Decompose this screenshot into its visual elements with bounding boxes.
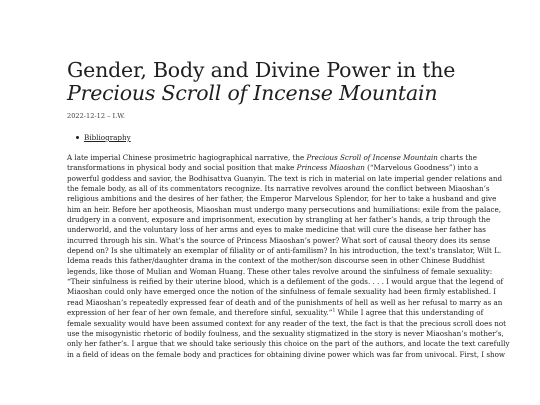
body-text: expression of her fear of her own female, and therefore sinful, sexuality.”	[67, 308, 333, 318]
body-text: powerful goddess and savior, the Bodhisattva Guanyin. The text is rich in material on late imperial gender relations and	[67, 173, 503, 183]
body-line	[67, 236, 509, 246]
body-line	[67, 308, 509, 318]
body-line	[67, 215, 509, 225]
body-text: him an heir. Before her apotheosis, Miaoshan must undergo many persecutions and humiliations: exile from the palace,	[67, 204, 502, 214]
toc-item	[67, 133, 131, 142]
body-text: underworld, and the voluntary loss of her arms and eyes to make medicine that will cure the disease her father has	[67, 225, 486, 235]
body-text: (“Marvelous Goodness”) into a	[364, 163, 479, 173]
body-text: religious ambitions and the desires of her father, the Emperor Marvelous Splendor, for her to take a husband and give	[67, 194, 497, 204]
body-italic-text: Princess Miaoshan	[296, 163, 365, 173]
article-meta: 2022-12-12 – I.W.	[67, 112, 125, 120]
body-text: the female body, as all of its commentators recognize. Its narrative revolves around the conflict between Miaoshan’s	[67, 184, 490, 194]
body-text: charts the	[437, 153, 477, 162]
body-line	[67, 256, 509, 266]
body-line	[67, 153, 509, 163]
body-line	[67, 339, 509, 349]
body-text: only her father’s. I argue that we should take seriously this choice on the part of the authors, and locate the text carefully	[67, 339, 510, 349]
body-line	[67, 298, 509, 308]
body-line	[67, 194, 509, 204]
body-text: A late imperial Chinese prosimetric hagiographical narrative, the	[67, 153, 307, 162]
body-line	[67, 163, 509, 173]
title-text: Gender, Body and Divine Power in the	[67, 58, 456, 82]
body-text: legends, like those of Mulian and Woman Huang. These other tales revolve around the sinfulness of female sexuality:	[67, 266, 493, 276]
article-body	[67, 153, 509, 360]
body-line	[67, 267, 509, 277]
bullet-icon	[76, 136, 79, 139]
body-line	[67, 184, 509, 194]
footnote-ref[interactable]: 1	[332, 308, 336, 314]
body-text: Idema reads this father/daughter drama in the context of the mother/son discourse seen in other Chinese Buddhist	[67, 256, 485, 266]
toc-link-bibliography[interactable]: Bibliography	[84, 133, 131, 142]
article-title	[67, 59, 507, 105]
body-text: “Their sinfulness is reified by their uterine blood, which is a defilement of the gods. . . . I would argue that the legend of	[67, 277, 504, 287]
body-line	[67, 174, 509, 184]
title-italic-text: Precious Scroll of Incense Mountain	[67, 81, 438, 105]
body-text: depend on? Is she ultimately an exemplar of filiality or of anti-familism? In his introduction, the text’s translator, Wilt L.	[67, 246, 502, 256]
body-text: incurred through his sin. What’s the source of Princess Miaoshan’s power? What sort of causal theory does its sense	[67, 235, 491, 245]
body-line	[67, 246, 509, 256]
body-text: drudgery in a convent, exposure and imprisonment, execution by strangling at her father’s hands, a trip through the	[67, 215, 491, 225]
body-line	[67, 225, 509, 235]
table-of-contents	[67, 133, 131, 142]
body-line	[67, 277, 509, 287]
body-text: While I agree that this understanding of	[335, 308, 484, 318]
body-line	[67, 205, 509, 215]
body-text: use the misogynistic rhetoric of bodily foulness, and the sexuality stigmatized in the story is never Miaoshan’s mother’s,	[67, 328, 504, 338]
body-line	[67, 329, 509, 339]
body-text: in a field of ideas on the female body and practices for obtaining divine power which was far from univocal. First, I show	[67, 349, 505, 359]
body-text: read Miaoshan’s repeatedly expressed fear of death and of the punishments of hell as well as her refusal to marry as an	[67, 297, 503, 307]
body-text: female sexuality would have been assumed context for any reader of the text, the fact is that the precious scroll does not	[67, 318, 507, 328]
body-line	[67, 319, 509, 329]
body-line	[67, 287, 509, 297]
body-text: transformations in physical body and social position that make	[67, 163, 297, 173]
body-text: Miaoshan could only have emerged once the notion of the sinfulness of female sexuality had been firmly established. I	[67, 287, 497, 297]
body-italic-text: Precious Scroll of Incense Mountain	[306, 153, 438, 162]
body-line	[67, 350, 509, 360]
